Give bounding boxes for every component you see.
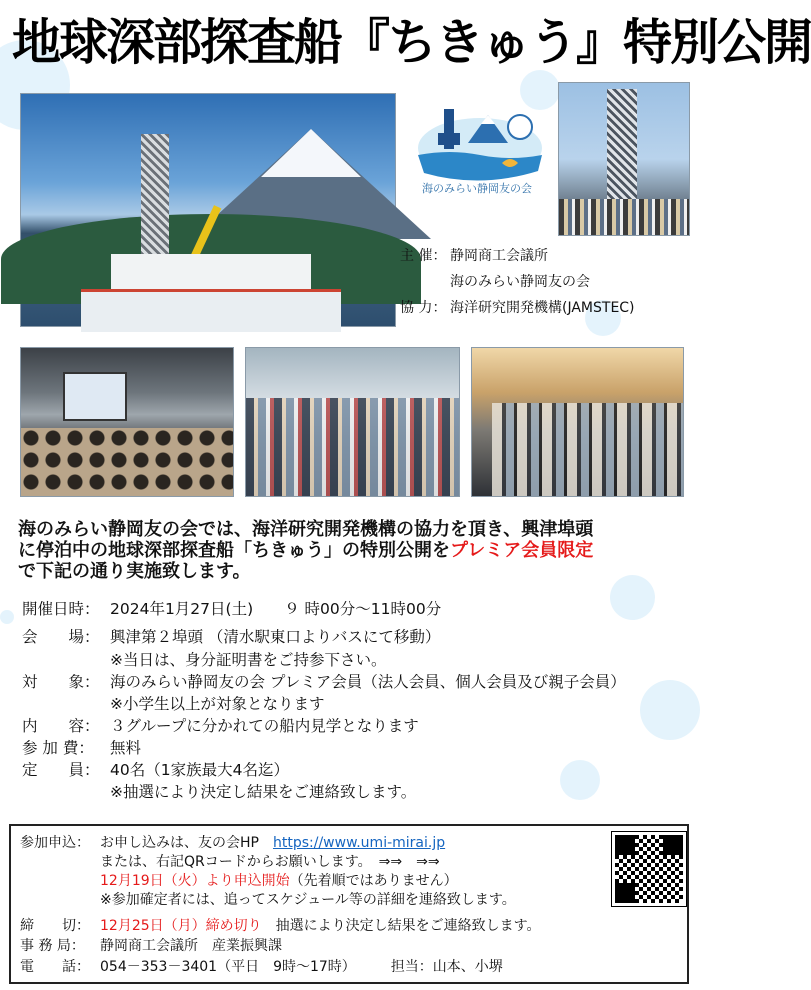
intro-line-2: に停泊中の地球深部探査船「ちきゅう」の特別公開をプレミア会員限定 — [18, 540, 594, 561]
detail-venue-note: ※当日は、身分証明書をご持参下さい。 — [110, 651, 387, 669]
decor-bubble — [560, 760, 600, 800]
host-1: 静岡商工会議所 — [450, 248, 548, 264]
detail-target-note: ※小学生以上が対象となります — [110, 695, 325, 713]
logo-caption: 海のみらい静岡友の会 — [422, 182, 532, 195]
organizer-host-2 — [400, 272, 590, 293]
group-photo — [558, 82, 690, 236]
deck-tour-photo — [471, 347, 684, 497]
decor-bubble — [640, 680, 700, 740]
detail-target: 対 象： 海のみらい静岡友の会 プレミア会員（法人会員、個人会員及び親子会員） — [22, 673, 626, 691]
host-label: 主 催： — [400, 248, 447, 264]
premium-only: プレミア会員限定 — [450, 540, 594, 561]
page-title: 地球深部探査船『ちきゅう』特別公開 — [12, 14, 811, 71]
detail-content: 内 容： ３グループに分かれての船内見学となります — [22, 717, 419, 735]
intro-text — [18, 519, 690, 582]
qr-code[interactable] — [612, 832, 686, 906]
website-link[interactable]: https://www.umi-mirai.jp — [272, 835, 446, 851]
apply-office: 事 務 局： 静岡商工会議所 産業振興課 — [20, 938, 282, 954]
lecture-photo — [20, 347, 234, 497]
apply-start: 12月19日（火）より申込開始 — [100, 873, 290, 889]
intro-line-1: 海のみらい静岡友の会では、海洋研究開発機構の協力を頂き、興津埠頭 — [18, 519, 594, 540]
apply-line-1: 参加申込： お申し込みは、友の会HP https://www.umi-mirai.jp — [20, 835, 446, 851]
organizer-host — [400, 246, 548, 267]
apply-line-2: または、右記QRコードからお願いします。 ⇒⇒ ⇒⇒ — [100, 854, 440, 870]
detail-fee: 参 加 費： 無料 — [22, 739, 142, 757]
apply-deadline: 締 切： 12月25日（月）締め切り 抽選により決定し結果をご連絡致します。 — [20, 918, 541, 934]
organizer-coop — [400, 298, 635, 319]
detail-capacity: 定 員： 40名（1家族最大4名迄） — [22, 761, 289, 779]
bridge-tour-photo — [245, 347, 460, 497]
apply-tel: 電 話： 054－353－3401（平日 9時～17時） 担当：山本、小堺 — [20, 959, 503, 975]
detail-capacity-note: ※抽選により決定し結果をご連絡致します。 — [110, 783, 417, 801]
ship-photo — [20, 93, 396, 327]
contact-person: 担当：山本、小堺 — [390, 959, 503, 975]
apply-line-4: ※参加確定者には、追ってスケジュール等の詳細を連絡致します。 — [100, 892, 516, 908]
coop-value: 海洋研究開発機構(JAMSTEC) — [450, 300, 635, 316]
detail-date: 開催日時： 2024年1月27日(土) ９ 時00分～11時00分 — [22, 600, 442, 618]
host-2: 海のみらい静岡友の会 — [450, 274, 590, 290]
deadline-date: 12月25日（月）締め切り — [100, 918, 262, 934]
decor-bubble — [0, 610, 14, 624]
apply-line-3: 12月19日（火）より申込開始（先着順ではありません） — [100, 873, 458, 889]
coop-label: 協 力： — [400, 300, 447, 316]
detail-venue: 会 場： 興津第２埠頭 （清水駅東口よりバスにて移動） — [22, 628, 441, 646]
intro-line-3: で下記の通り実施致します。 — [18, 561, 251, 582]
